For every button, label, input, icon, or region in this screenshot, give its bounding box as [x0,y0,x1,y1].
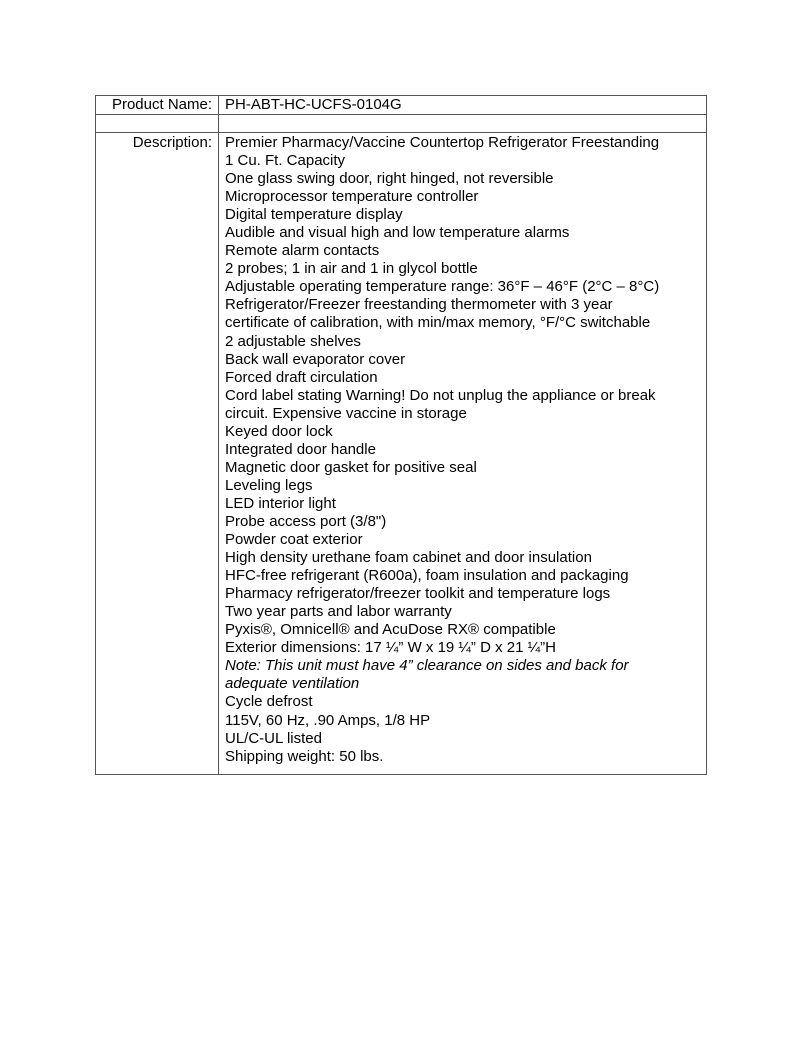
description-line: Pharmacy refrigerator/freezer toolkit and temperature logs [225,585,611,603]
description-line: Keyed door lock [225,422,333,440]
description-line: Microprocessor temperature controller [225,188,479,206]
description-line: Adjustable operating temperature range: 36°F – 46°F (2°C – 8°C) [225,278,660,296]
description-line: Note: This unit must have 4” clearance on sides and back for [225,657,629,675]
description-row [96,133,707,775]
description-line: 115V, 60 Hz, .90 Amps, 1/8 HP [225,711,431,729]
description-line: Refrigerator/Freezer freestanding thermometer with 3 year [225,296,613,314]
description-line: Audible and visual high and low temperature alarms [225,224,570,242]
description-line: Cycle defrost [225,693,313,711]
empty-row [96,115,707,133]
description-line: Pyxis®, Omnicell® and AcuDose RX® compatible [225,621,556,639]
description-line: Remote alarm contacts [225,242,380,260]
description-line: Back wall evaporator cover [225,350,406,368]
product-name-row [96,96,707,115]
product-name-label: Product Name: [96,96,219,115]
description-line: High density urethane foam cabinet and door insulation [225,549,592,567]
description-line: Forced draft circulation [225,368,378,386]
description-line: Integrated door handle [225,440,376,458]
empty-cell [96,115,219,133]
description-line: Probe access port (3/8") [225,512,387,530]
description-line: Leveling legs [225,476,313,494]
description-line: Shipping weight: 50 lbs. [225,747,384,765]
description-line: Magnetic door gasket for positive seal [225,458,477,476]
empty-cell [219,115,707,133]
description-line: LED interior light [225,494,336,512]
description-line: Exterior dimensions: 17 ¼” W x 19 ¼” D x 21 ¼”H [225,639,556,657]
description-list [219,133,707,775]
description-line: Premier Pharmacy/Vaccine Countertop Refrigerator Freestanding [225,134,660,151]
description-line: One glass swing door, right hinged, not reversible [225,170,554,188]
description-label: Description: [96,133,219,775]
description-line: certificate of calibration, with min/max memory, °F/°C switchable [225,314,651,332]
description-line: adequate ventilation [225,675,360,693]
description-line: 2 adjustable shelves [225,332,361,350]
description-line: 1 Cu. Ft. Capacity [225,152,346,170]
product-name-value: PH-ABT-HC-UCFS-0104G [219,96,707,115]
description-line: Powder coat exterior [225,531,363,549]
description-line: circuit. Expensive vaccine in storage [225,404,467,422]
description-line: HFC-free refrigerant (R600a), foam insulation and packaging [225,567,629,585]
product-spec-table [95,95,707,775]
description-line: Digital temperature display [225,206,403,224]
description-line: Two year parts and labor warranty [225,603,452,621]
description-line: 2 probes; 1 in air and 1 in glycol bottle [225,260,478,278]
description-line: UL/C-UL listed [225,729,322,747]
description-line: Cord label stating Warning! Do not unplug the appliance or break [225,386,656,404]
